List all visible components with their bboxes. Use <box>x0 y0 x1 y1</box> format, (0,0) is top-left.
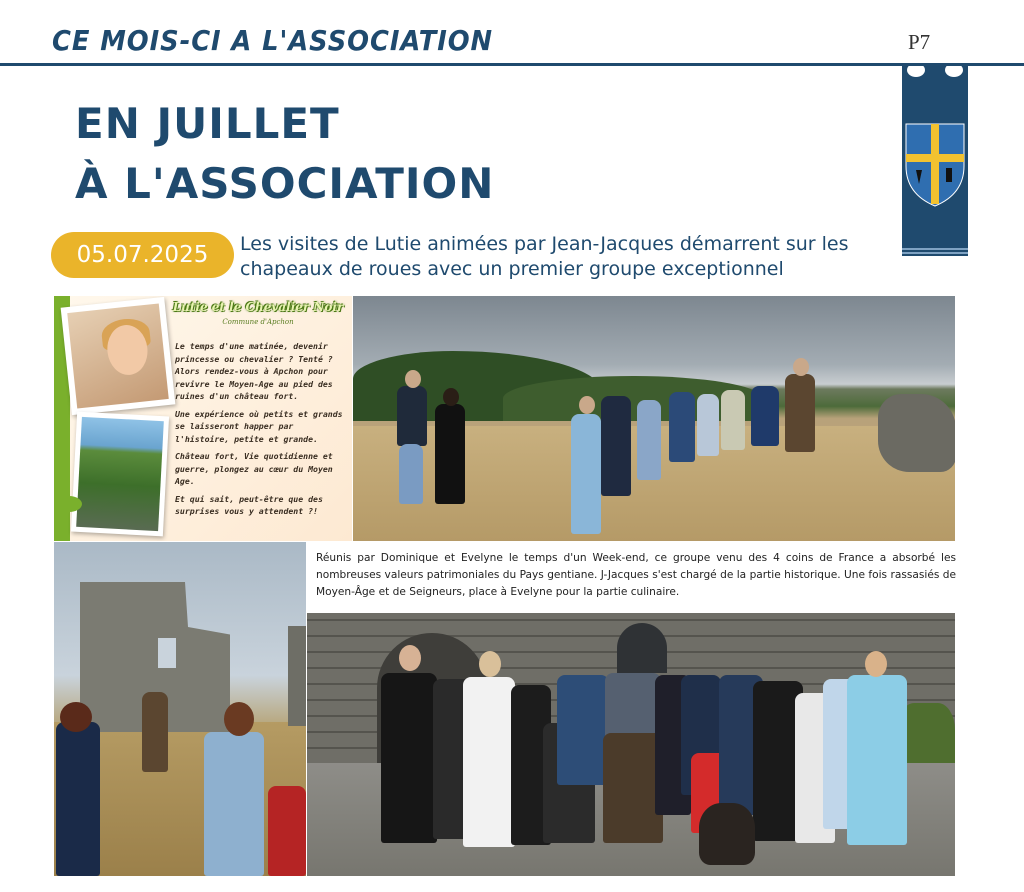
flyer-paragraph: Une expérience où petits et grands se laisseront happer par l'histoire, petite et grande. <box>175 408 343 444</box>
section-title: CE MOIS-CI A L'ASSOCIATION <box>52 24 494 57</box>
flyer-subtitle: Commune d'Apchon <box>222 318 294 326</box>
leaf-icon <box>56 496 82 512</box>
page-title <box>75 94 494 214</box>
flyer-child-photo <box>61 297 176 415</box>
flyer-paragraph: Château fort, Vie quotidienne et guerre, plongez au cœur du Moyen Age. <box>175 451 333 486</box>
flyer-title: Lutie et le Chevalier Noir <box>172 300 344 314</box>
intro-text: Les visites de Lutie animées par Jean-Jacques démarrent sur les chapeaux de roues avec un premier groupe exceptionnel <box>240 233 849 280</box>
dog <box>699 803 755 865</box>
group-caption: Réunis par Dominique et Evelyne le temps d'un Week-end, ce groupe venu des 4 coins de France a absorbé les nombreuses valeurs patrimoniales du Pays gentiane. J-Jacques s'est chargé de la partie historique. Une fois rassasiés de Moyen-Âge et de Seigneurs, place à Evelyne pour la partie culinaire. <box>316 552 956 598</box>
title-line-1: EN JUILLET <box>75 99 340 148</box>
flyer-paragraph: Et qui sait, peut-être que des surprises vous y attendent ?! <box>175 493 323 516</box>
page-number: P7 <box>908 30 931 54</box>
header-divider <box>0 63 1024 66</box>
date-badge: 05.07.2025 <box>51 232 234 278</box>
title-line-2: À L'ASSOCIATION <box>75 159 495 208</box>
group-photo <box>307 613 955 876</box>
ruins-photo <box>54 542 306 876</box>
landscape-photo <box>353 296 955 541</box>
flyer-text <box>175 340 349 523</box>
heraldic-banner-icon <box>902 66 968 256</box>
flyer-image <box>54 296 352 541</box>
flyer-paragraph: Le temps d'une matinée, devenir princesse ou chevalier ? Tenté ? Alors rendez-vous à Apchon pour revivre le Moyen-Age au pied des ruines d'un château fort. <box>175 341 333 401</box>
flyer-landscape-photo <box>71 412 169 537</box>
